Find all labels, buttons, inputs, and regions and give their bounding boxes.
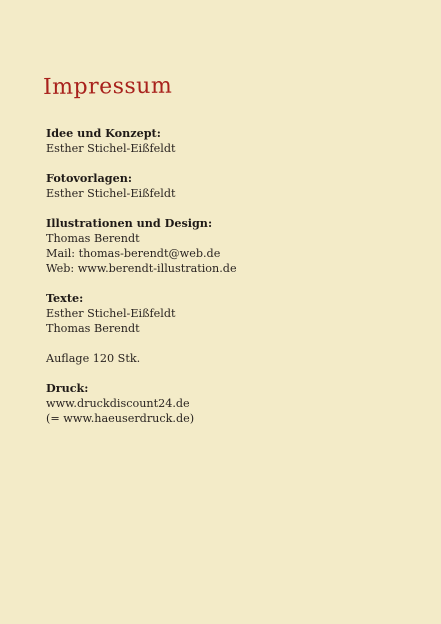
section-texte [46, 291, 416, 336]
credit-line: Esther Stichel-Eißfeldt [46, 187, 176, 200]
printer-url-line: www.druckdiscount24.de [46, 397, 190, 410]
print-run-line: Auflage 120 Stk. [46, 352, 141, 365]
section-auflage [46, 351, 416, 366]
printer-alt-url-line: (= www.haeuserdruck.de) [46, 412, 195, 425]
credit-line: Thomas Berendt [46, 232, 140, 245]
web-line: Web: www.berendt-illustration.de [46, 262, 237, 275]
section-druck [46, 381, 416, 426]
section-illustrationen-und-design [46, 216, 416, 276]
impressum-body [46, 126, 416, 441]
section-heading: Texte: [46, 291, 84, 305]
credit-line: Esther Stichel-Eißfeldt [46, 307, 176, 320]
credit-line: Esther Stichel-Eißfeldt [46, 142, 176, 155]
section-heading: Idee und Konzept: [46, 126, 161, 140]
section-heading: Fotovorlagen: [46, 171, 132, 185]
section-idee-und-konzept [46, 126, 416, 156]
credit-line: Thomas Berendt [46, 322, 140, 335]
section-heading: Druck: [46, 381, 89, 395]
page-title: Impressum [42, 73, 173, 100]
mail-line: Mail: thomas-berendt@web.de [46, 247, 221, 260]
section-fotovorlagen [46, 171, 416, 201]
section-heading: Illustrationen und Design: [46, 216, 213, 230]
